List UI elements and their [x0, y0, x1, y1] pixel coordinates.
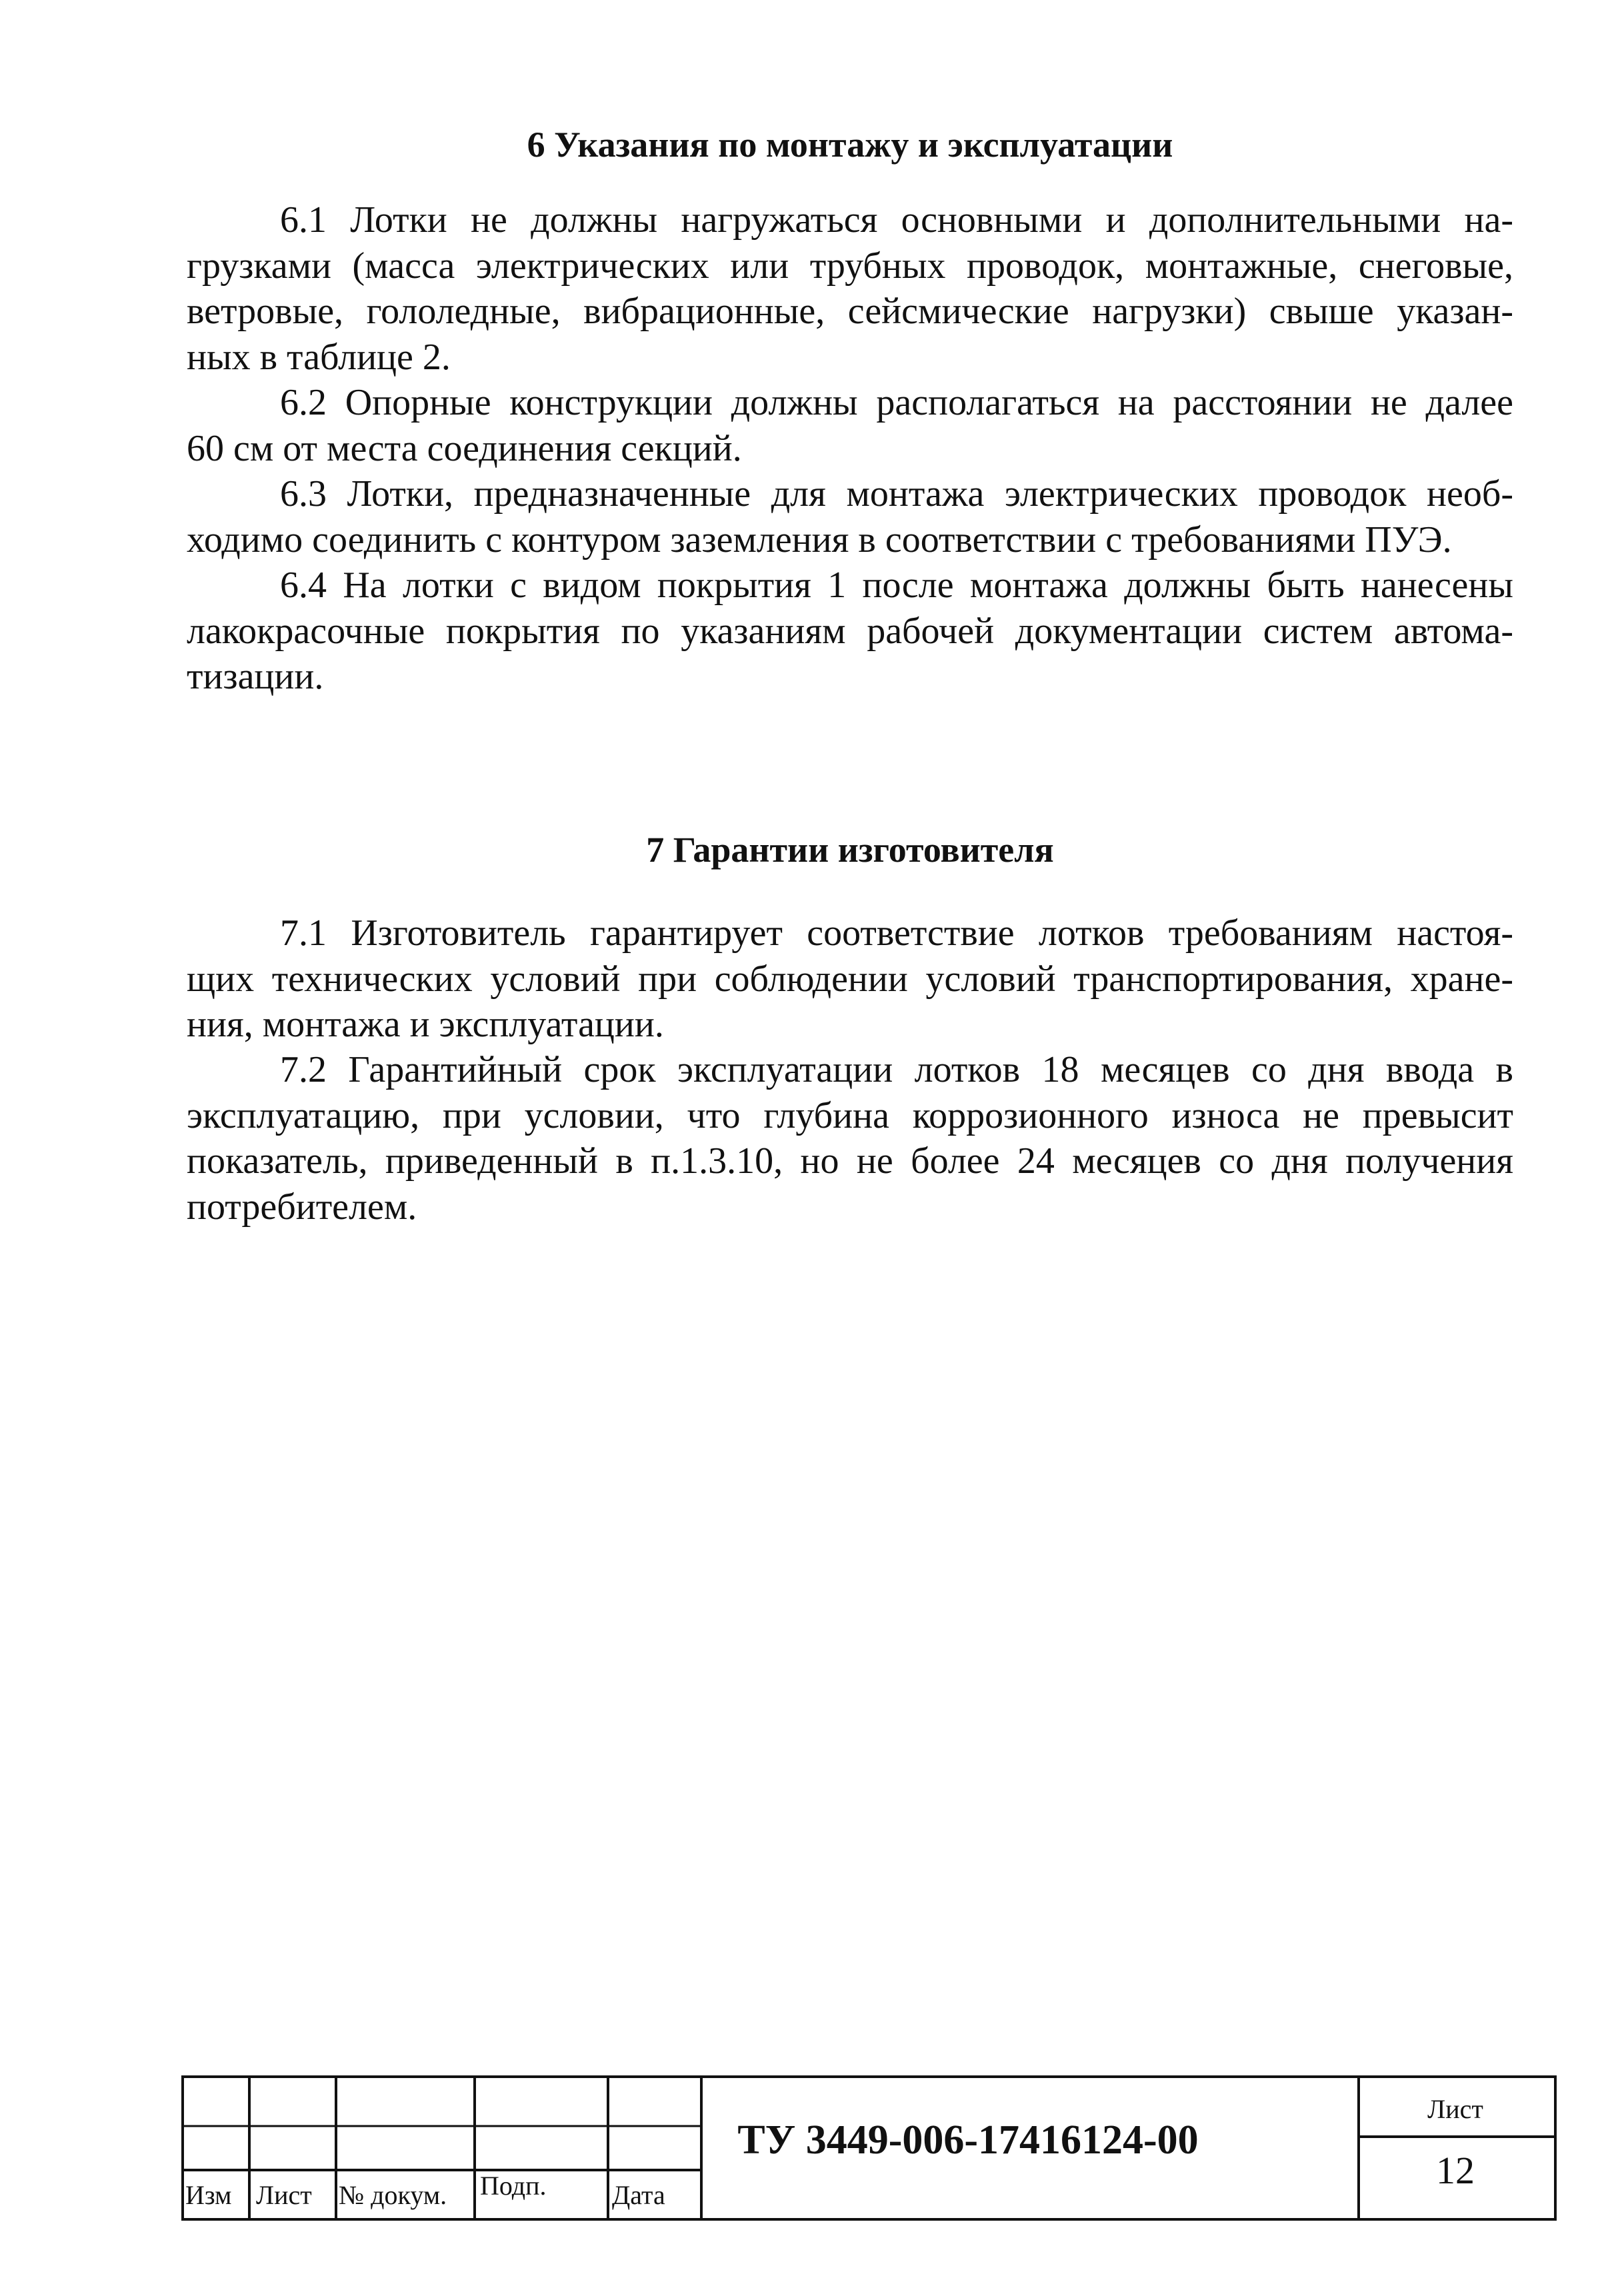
text-line: эксплуатацию, при условии, что глубина коррозионного износа не превысит	[187, 1094, 1513, 1136]
title-block	[181, 2075, 1557, 2221]
text-line: потребителем.	[187, 1186, 417, 1228]
paragraph-6-1	[187, 197, 1513, 380]
sheet-number: 12	[1436, 2149, 1475, 2192]
text-line: 7.1 Изготовитель гарантирует соответствие лотков требованиям настоя-	[280, 912, 1513, 954]
text-line: лакокрасочные покрытия по указаниям рабочей документации систем автома-	[187, 610, 1513, 652]
text-line: ния, монтажа и эксплуатации.	[187, 1004, 664, 1045]
text-line: ных в таблице 2.	[187, 336, 451, 378]
date-column-label: Дата	[612, 2180, 665, 2210]
sheet-column-label: Лист	[256, 2180, 312, 2210]
sheet-label: Лист	[1427, 2094, 1483, 2124]
section-7-heading: 7 Гарантии изготовителя	[646, 830, 1054, 870]
text-line: грузками (масса электрических или трубных проводок, монтажные, снеговые,	[187, 245, 1513, 287]
paragraph-7-2	[187, 1047, 1513, 1230]
text-line: 7.2 Гарантийный срок эксплуатации лотков 18 месяцев со дня ввода в	[280, 1049, 1513, 1090]
paragraph-7-1	[187, 910, 1513, 1048]
text-line: 60 см от места соединения секций.	[187, 427, 742, 469]
signature-column-label: Подп.	[480, 2171, 547, 2201]
document-number-column-label: № докум.	[339, 2180, 447, 2210]
paragraph-6-2	[187, 380, 1513, 471]
text-line: показатель, приведенный в п.1.3.10, но не более 24 месяцев со дня получения	[187, 1140, 1513, 1182]
text-line: 6.2 Опорные конструкции должны располагаться на расстоянии не далее	[280, 382, 1513, 423]
paragraph-6-3	[187, 471, 1513, 563]
text-line: 6.1 Лотки не должны нагружаться основными и дополнительными на-	[280, 199, 1513, 241]
text-line: 6.3 Лотки, предназначенные для монтажа электрических проводок необ-	[280, 473, 1513, 515]
paragraph-6-4	[187, 563, 1513, 700]
text-line: ходимо соединить с контуром заземления в соответствии с требованиями ПУЭ.	[187, 519, 1452, 561]
document-code: ТУ 3449-006-17416124-00	[737, 2117, 1199, 2163]
text-line: щих технических условий при соблюдении условий транспортирования, хране-	[187, 958, 1513, 1000]
text-line: 6.4 На лотки с видом покрытия 1 после монтажа должны быть нанесены	[280, 565, 1513, 606]
text-line: тизации.	[187, 656, 324, 697]
revision-column-label: Изм	[185, 2180, 232, 2210]
text-line: ветровые, гололедные, вибрационные, сейсмические нагрузки) свыше указан-	[187, 291, 1513, 332]
section-6-heading: 6 Указания по монтажу и эксплуатации	[527, 125, 1173, 165]
